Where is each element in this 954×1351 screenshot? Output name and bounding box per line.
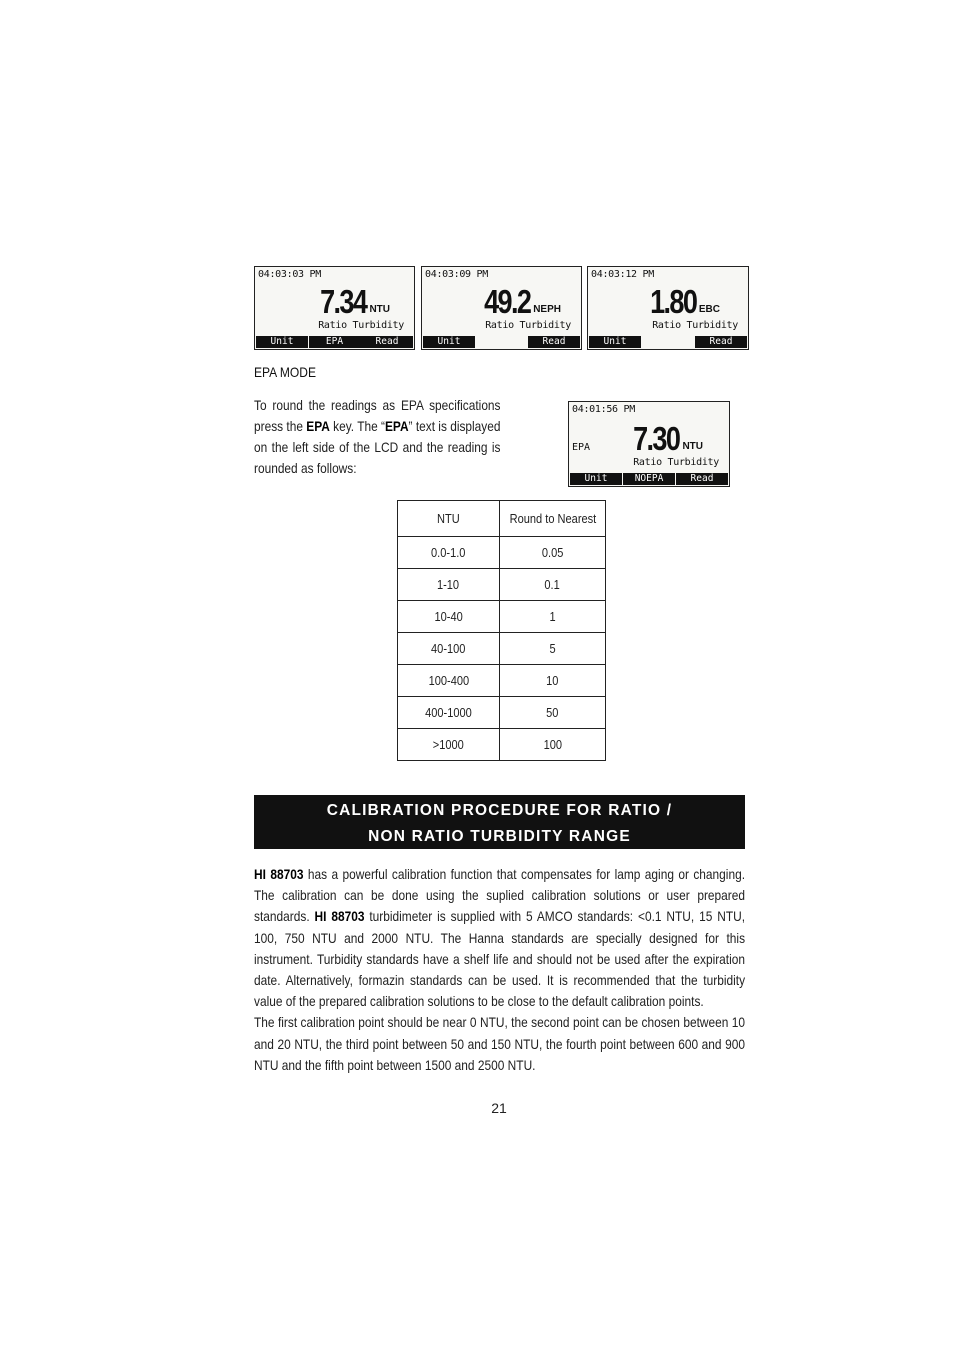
read-key[interactable]: Read (676, 473, 728, 485)
ntu-range-cell: 1-10 (398, 569, 500, 601)
text-run: To round the readings as EPA specifications press the (254, 397, 501, 434)
table-row (398, 633, 606, 665)
section-title: EPA MODE (254, 364, 317, 380)
round-value-cell: 5 (500, 633, 606, 665)
calibration-heading (254, 795, 745, 849)
read-key[interactable]: Read (361, 336, 413, 348)
lcd-reading (623, 422, 703, 455)
lcd-time: 04:03:09 PM (425, 269, 488, 280)
lcd-softkeys (256, 336, 413, 348)
lcd-time: 04:01:56 PM (572, 404, 635, 415)
epa-key[interactable]: EPA (309, 336, 361, 348)
epa-indicator: EPA (572, 442, 591, 453)
lcd-softkeys (589, 336, 747, 348)
lcd-time: 04:03:03 PM (258, 269, 321, 280)
lcd-reading (640, 285, 720, 318)
round-value-cell: 1 (500, 601, 606, 633)
round-value-cell: 100 (500, 729, 606, 761)
lcd-reading (474, 285, 561, 318)
lcd-screen-neph (421, 266, 582, 350)
lcd-unit: NTU (682, 441, 703, 452)
round-value-cell: 50 (500, 697, 606, 729)
lcd-time: 04:03:12 PM (591, 269, 654, 280)
column-header: NTU (398, 501, 500, 537)
table-header-row (398, 501, 606, 537)
model-name: HI 88703 (314, 908, 365, 925)
lcd-softkeys (423, 336, 580, 348)
ntu-range-cell: 100-400 (398, 665, 500, 697)
epa-description (254, 395, 501, 479)
lcd-value: 7.34 (320, 283, 367, 320)
lcd-unit: EBC (698, 304, 720, 315)
table-row (398, 697, 606, 729)
paragraph: The first calibration point should be near 0 NTU, the second point can be chosen between 10 and 20 NTU, the third point between 50 and 150 NTU, the fourth point between 600 and 900 NTU and the fifth point between 1500 and 2500 NTU. (254, 1014, 746, 1073)
ntu-range-cell: 10-40 (398, 601, 500, 633)
rounding-table (397, 500, 606, 761)
text-run: key. The “ (329, 418, 385, 434)
round-value-cell: 0.05 (500, 537, 606, 569)
lcd-unit: NTU (369, 304, 390, 315)
key-name: EPA (384, 418, 409, 434)
noepa-key[interactable]: NOEPA (623, 473, 675, 485)
round-value-cell: 10 (500, 665, 606, 697)
calibration-text (254, 864, 745, 1076)
paragraph (254, 864, 745, 1012)
read-key[interactable]: Read (695, 336, 747, 348)
unit-key[interactable]: Unit (423, 336, 475, 348)
page-number: 21 (491, 1100, 507, 1116)
lcd-mode: Ratio Turbidity (485, 320, 571, 331)
table-row (398, 601, 606, 633)
ntu-range-cell: >1000 (398, 729, 500, 761)
ntu-range-cell: 400-1000 (398, 697, 500, 729)
table-row (398, 665, 606, 697)
unit-key[interactable]: Unit (256, 336, 308, 348)
lcd-mode: Ratio Turbidity (318, 320, 404, 331)
unit-key[interactable]: Unit (589, 336, 641, 348)
lcd-screen-epa (568, 401, 730, 487)
ntu-range-cell: 40-100 (398, 633, 500, 665)
lcd-unit: NEPH (533, 304, 561, 315)
lcd-reading (310, 285, 390, 318)
table-row (398, 729, 606, 761)
lcd-screen-ntu (254, 266, 415, 350)
table-row (398, 569, 606, 601)
read-key[interactable]: Read (528, 336, 580, 348)
text-run: ” text is displayed on the left side of the LCD and the reading is rounded as follows: (254, 418, 501, 476)
heading-line: NON RATIO TURBIDITY RANGE (368, 828, 631, 845)
round-value-cell: 0.1 (500, 569, 606, 601)
heading-line: CALIBRATION PROCEDURE FOR RATIO / (326, 802, 673, 819)
column-header: Round to Nearest (500, 501, 606, 537)
table-row (398, 537, 606, 569)
lcd-value: 7.30 (633, 420, 680, 457)
text-run: turbidimeter is supplied with 5 AMCO standards: <0.1 NTU, 15 NTU, 100, 750 NTU and 2000 NTU. The Hanna standards are specially designed for this instrument. Turbidity standards have a shelf life and should not be used after the expiration date. Alternatively, formazin standards can be used. It is recommended that the turbidity value of the prepared calibration solutions to be close to the default calibration points. (254, 908, 746, 1010)
lcd-value: 49.2 (484, 283, 531, 320)
text-run: has a powerful calibration function that compensates for lamp aging or changing. The calibration can be done using the suplied calibration solutions or user prepared standards. (254, 866, 746, 925)
lcd-screen-ebc (587, 266, 749, 350)
model-name: HI 88703 (254, 866, 304, 882)
lcd-mode: Ratio Turbidity (652, 320, 738, 331)
blank-key (476, 336, 528, 348)
key-name: EPA (306, 418, 330, 434)
blank-key (642, 336, 694, 348)
lcd-softkeys (570, 473, 728, 485)
lcd-mode: Ratio Turbidity (633, 457, 719, 468)
lcd-value: 1.80 (649, 283, 696, 320)
ntu-range-cell: 0.0-1.0 (398, 537, 500, 569)
unit-key[interactable]: Unit (570, 473, 622, 485)
